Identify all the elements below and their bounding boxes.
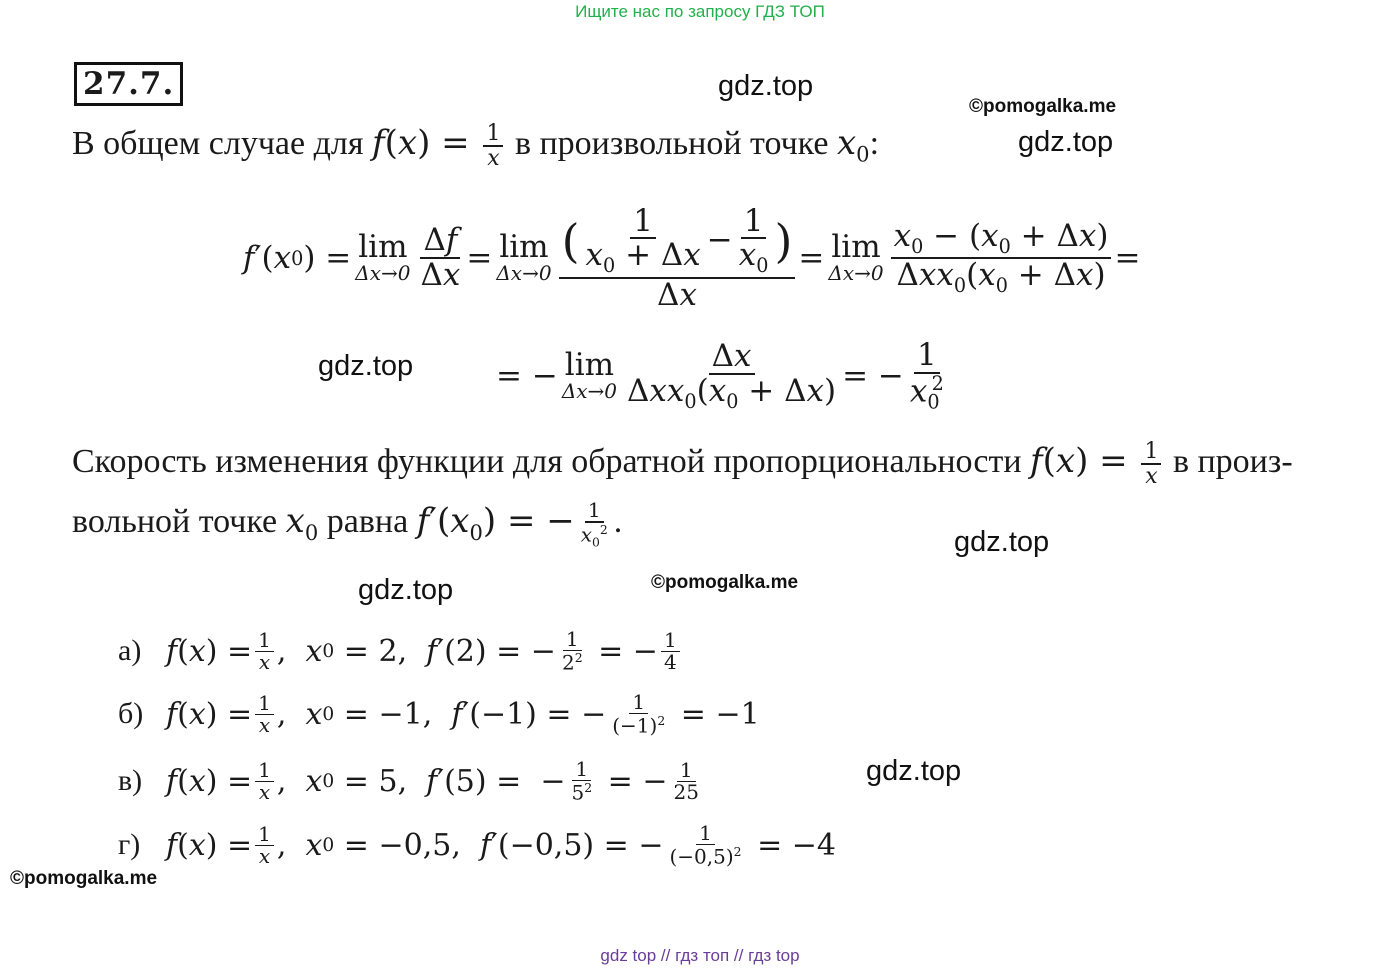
item-d: г) f ( x ) = $\frac{1}{x}$ , x 0 = −0,5 , f ′ (−0,5) = − $\frac{1}{(-0,5)^2}$ = −4	[118, 820, 836, 869]
limit: lim Δx→0	[828, 229, 884, 285]
fraction: $\frac{1}{x}$	[255, 630, 274, 673]
fraction: $\frac{x_0 - (x_0 + \Delta x)}{\Delta xx_0(x_0 + \Delta x)}$	[891, 220, 1112, 297]
fraction: $\frac{1}{x}$	[255, 693, 274, 736]
conclusion-text: равна	[326, 503, 409, 541]
item-denom: 2	[561, 650, 575, 675]
gdz-watermark: gdz.top	[718, 70, 814, 102]
limit: lim Δx→0	[561, 347, 618, 403]
intro-tail: :	[869, 124, 880, 162]
item-denom: 5	[571, 780, 585, 805]
pomogalka-watermark: ©pomogalka.me	[969, 96, 1117, 117]
gdz-watermark: gdz.top	[318, 350, 414, 382]
item-label: б)	[118, 697, 144, 730]
item-arg: (−0,5)	[497, 827, 595, 863]
limit: lim Δx→0	[355, 229, 411, 285]
fraction: $\frac{1}{(-0,5)^2}$	[669, 820, 742, 869]
intro-text-before: В общем случае для	[72, 124, 364, 162]
intro-text-after: в произвольной точке	[514, 124, 829, 162]
conclusion-tail: .	[613, 503, 623, 541]
fraction: $\frac{1}{x}$	[255, 760, 274, 803]
fraction: $\frac{1}{x}$	[255, 824, 274, 867]
intro-line: В общем случае для f(x) = $\frac{1}{x}$ в произвольной точке $x_0$:	[72, 121, 880, 172]
fraction: ( $\frac{1}{x_0 + \Delta x}$ − $\frac{1}{x_0}$ ) Δx	[559, 205, 796, 311]
pomogalka-watermark: ©pomogalka.me	[651, 572, 799, 593]
fraction: $\frac{1}{2^2}$	[561, 626, 583, 675]
conclusion-text: Скорость изменения функции для обратной пропорциональности	[72, 442, 1022, 480]
fraction: $\frac{1}{x}$	[1141, 440, 1161, 488]
item-label: в)	[118, 764, 143, 797]
item-arg: (5)	[444, 763, 487, 799]
item-c: в) f ( x ) = $\frac{1}{x}$ , x 0 = 5 , f ′ (5) = − $\frac{1}{5^2}$ = − $\frac{1}{25}$	[118, 750, 705, 812]
item-result: −4	[791, 827, 836, 863]
fraction	[661, 627, 680, 674]
conclusion-text: в произ-	[1172, 442, 1293, 480]
item-mid-eq: = −	[598, 633, 658, 669]
item-x0: −1	[378, 696, 423, 732]
gdz-watermark: gdz.top	[1018, 126, 1114, 158]
fraction: $\frac{1}{x_0^2}$	[909, 337, 944, 414]
item-denom: (−1)	[612, 713, 658, 738]
result-num: 1	[677, 760, 696, 782]
item-label: а)	[118, 634, 142, 667]
fraction: $\frac{\Delta x}{\Delta xx_0(x_0 + \Delta x)}$	[627, 338, 837, 413]
top-banner: Ищите нас по запросу ГДЗ ТОП	[575, 2, 825, 21]
item-x0: 2	[378, 633, 398, 669]
fraction: $\frac{\Delta f}{\Delta x}$	[420, 222, 461, 293]
conclusion-line-1: Скорость изменения функции для обратной пропорциональности f(x) = $\frac{1}{x}$ в произ-	[72, 439, 1293, 490]
bottom-banner[interactable]: gdz top // гдз топ // гдз top	[600, 946, 800, 965]
result-num: 1	[661, 630, 680, 652]
problem-number: 27.7.	[74, 62, 183, 106]
gdz-watermark: gdz.top	[866, 755, 962, 787]
item-a: а) f ( x ) = $\frac{1}{x}$ , x 0 = 2 , f ′ (2) = − $\frac{1}{2^2}$ = − $\frac{1}{4}$	[118, 620, 683, 682]
gdz-watermark: gdz.top	[358, 574, 454, 606]
derivative-line-1: f ′( x 0 ) = lim Δx→0 $\frac{\Delta f}{\Delta x}$ = lim Δx→0 ( $\frac{1}{x_0 + \Delta x}$ − $\frac{1}{x_0}$ ) Δx = lim Δx→0 $\frac{x_0 - (x_0 + \Delta x)}{\Delta xx_0(x_0 + \Delta x)}$ =	[243, 202, 1141, 313]
fraction: $\frac{1}{x_0^2}$	[580, 498, 608, 550]
limit: lim Δx→0	[496, 229, 552, 285]
item-b: б) f ( x ) = $\frac{1}{x}$ , x 0 = −1 , f ′ (−1) = − $\frac{1}{(-1)^2}$ = −1	[118, 689, 760, 738]
conclusion-line-2: вольной точке $x_0$ равна $f'(x_0)$ = − $\frac{1}{x_0^2}$ .	[72, 498, 623, 550]
fraction	[670, 757, 701, 804]
result-den: 4	[663, 649, 677, 674]
item-result: −1	[715, 696, 760, 732]
item-label: г)	[118, 828, 141, 861]
item-arg: (−1)	[469, 696, 537, 732]
item-x0: 5	[378, 763, 398, 799]
conclusion-text: вольной точке	[72, 503, 278, 541]
derivative-line-2: = − lim Δx→0 $\frac{\Delta x}{\Delta xx_0(x_0 + \Delta x)}$ = − $\frac{1}{x_0^2}$	[496, 326, 950, 426]
result-den: 25	[673, 779, 699, 804]
item-x0: −0,5	[378, 827, 452, 863]
fraction: $\frac{1}{x}$	[483, 122, 503, 170]
fraction: $\frac{1}{(-1)^2}$	[612, 689, 666, 738]
item-arg: (2)	[444, 633, 487, 669]
gdz-watermark: gdz.top	[954, 526, 1050, 558]
pomogalka-watermark: ©pomogalka.me	[10, 868, 158, 889]
fraction: $\frac{1}{5^2}$	[571, 756, 593, 805]
item-denom: (−0,5)	[669, 844, 734, 869]
